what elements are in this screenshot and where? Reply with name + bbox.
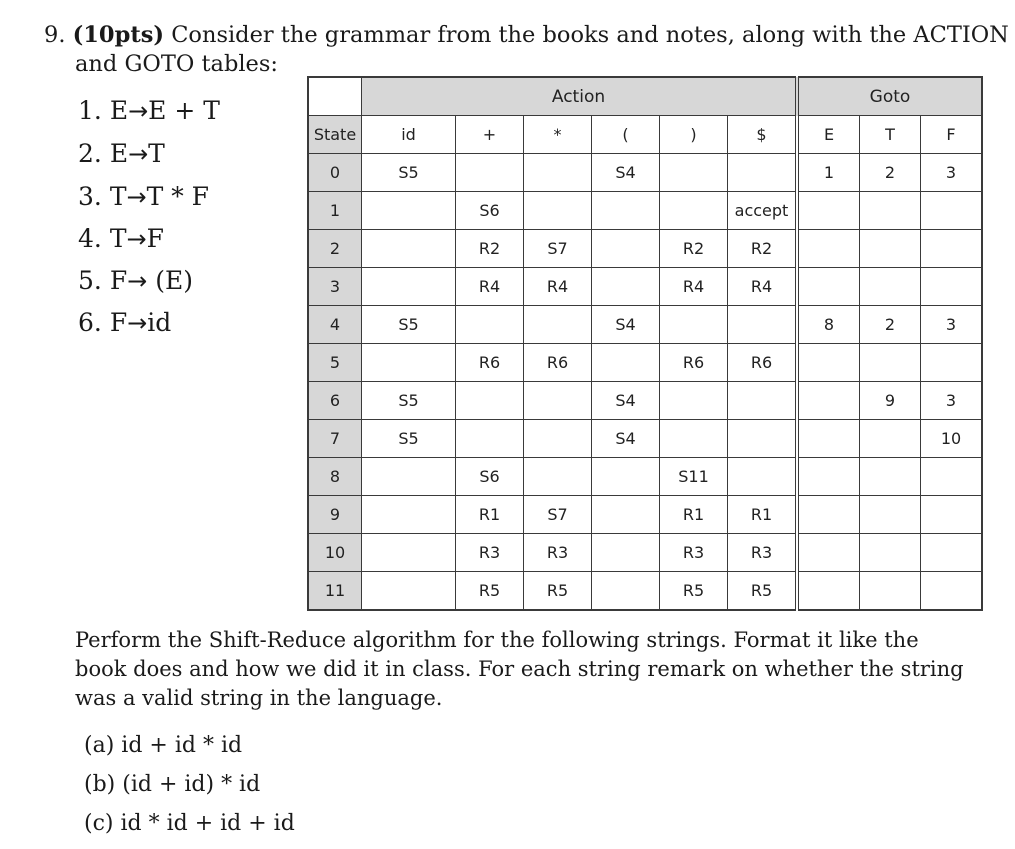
rule-rhs: id [147, 308, 172, 337]
action-cell: R1 [456, 496, 524, 534]
goto-cell [797, 420, 860, 458]
action-cell [524, 382, 592, 420]
action-cell: S4 [592, 154, 660, 192]
action-cell [660, 382, 728, 420]
table-column-header-row [308, 116, 982, 154]
action-cell: R2 [660, 230, 728, 268]
action-cell [660, 306, 728, 344]
action-cell [592, 230, 660, 268]
question-text-1: Consider the grammar from the books and notes, along with the ACTION [171, 22, 1009, 48]
action-cell: S5 [362, 382, 456, 420]
action-cell [524, 420, 592, 458]
action-cell: S4 [592, 306, 660, 344]
goto-cell: 10 [921, 420, 983, 458]
action-cell [456, 154, 524, 192]
goto-cell [797, 192, 860, 230]
grammar-rule [78, 139, 165, 168]
action-cell: R5 [524, 572, 592, 611]
action-cell [592, 268, 660, 306]
goto-cell [860, 458, 921, 496]
table-corner [308, 77, 362, 116]
action-cell [728, 420, 798, 458]
action-cell [362, 268, 456, 306]
action-cell [592, 344, 660, 382]
action-cell: R2 [456, 230, 524, 268]
goto-cell [860, 268, 921, 306]
action-cell [524, 192, 592, 230]
grammar-rule [78, 96, 220, 125]
goto-cell: 3 [921, 154, 983, 192]
goto-cell: 3 [921, 382, 983, 420]
state-cell: 4 [308, 306, 362, 344]
state-cell: 5 [308, 344, 362, 382]
question-points: (10pts) [72, 22, 165, 48]
table-row [308, 192, 982, 230]
action-goto-table [307, 76, 983, 611]
action-cell: R6 [456, 344, 524, 382]
action-cell [592, 192, 660, 230]
goto-cell [797, 458, 860, 496]
goto-cell [860, 192, 921, 230]
rule-lhs: E [109, 139, 129, 168]
table-row [308, 534, 982, 572]
action-cell [592, 496, 660, 534]
goto-column-header: E [797, 116, 860, 154]
goto-cell [921, 268, 983, 306]
action-cell [524, 306, 592, 344]
goto-cell [921, 534, 983, 572]
question-text-2: and GOTO tables: [75, 51, 278, 77]
state-cell: 8 [308, 458, 362, 496]
goto-cell: 3 [921, 306, 983, 344]
action-cell: R5 [728, 572, 798, 611]
rule-rhs: F [146, 224, 164, 253]
goto-cell [860, 230, 921, 268]
action-cell: R3 [660, 534, 728, 572]
state-cell: 7 [308, 420, 362, 458]
rule-rhs: E + T [148, 96, 220, 125]
goto-cell [921, 572, 983, 611]
grammar-rule [78, 308, 171, 337]
action-cell: R6 [524, 344, 592, 382]
state-cell: 11 [308, 572, 362, 611]
rule-rhs: T * F [146, 182, 210, 211]
state-cell: 10 [308, 534, 362, 572]
goto-cell [921, 458, 983, 496]
action-cell [728, 382, 798, 420]
action-cell: S4 [592, 382, 660, 420]
table-row [308, 572, 982, 611]
state-cell: 3 [308, 268, 362, 306]
rule-lhs: E [109, 96, 129, 125]
table-row [308, 458, 982, 496]
string-text: (id + id) * id [122, 772, 261, 797]
state-cell: 1 [308, 192, 362, 230]
input-string-item [84, 811, 295, 836]
state-cell: 6 [308, 382, 362, 420]
action-cell: accept [728, 192, 798, 230]
table-row [308, 306, 982, 344]
rule-number: 2. [78, 139, 102, 168]
action-cell: R6 [660, 344, 728, 382]
action-cell [362, 458, 456, 496]
rule-lhs: F [109, 266, 128, 295]
action-cell: R6 [728, 344, 798, 382]
table-row [308, 154, 982, 192]
action-cell: S5 [362, 420, 456, 458]
rule-lhs: T [109, 224, 127, 253]
string-label: (c) [84, 811, 114, 836]
rule-number: 3. [78, 182, 102, 211]
action-cell: R3 [728, 534, 798, 572]
action-cell: R5 [456, 572, 524, 611]
instructions-line-1: Perform the Shift-Reduce algorithm for the following strings. Format it like the [75, 628, 919, 652]
action-cell: R3 [456, 534, 524, 572]
action-cell [362, 192, 456, 230]
state-cell: 9 [308, 496, 362, 534]
goto-group-header: Goto [797, 77, 982, 116]
action-cell: S6 [456, 192, 524, 230]
derives-arrow-icon: → [128, 140, 149, 168]
goto-cell [797, 344, 860, 382]
table-row [308, 230, 982, 268]
action-cell: R1 [728, 496, 798, 534]
action-cell: R5 [660, 572, 728, 611]
goto-cell [860, 496, 921, 534]
action-column-header: * [524, 116, 592, 154]
action-column-header: ( [592, 116, 660, 154]
action-cell: R1 [660, 496, 728, 534]
string-label: (b) [84, 772, 116, 797]
action-column-header: + [456, 116, 524, 154]
action-cell [362, 534, 456, 572]
goto-cell [797, 382, 860, 420]
action-cell [592, 534, 660, 572]
grammar-rule [78, 182, 209, 211]
goto-cell: 8 [797, 306, 860, 344]
goto-column-header: F [921, 116, 983, 154]
rule-number: 6. [78, 308, 102, 337]
grammar-rule [78, 266, 193, 295]
rule-number: 1. [78, 96, 102, 125]
action-cell [456, 420, 524, 458]
action-cell: R2 [728, 230, 798, 268]
question-line-2 [75, 49, 278, 79]
action-cell: S5 [362, 154, 456, 192]
table-group-header-row [308, 77, 982, 116]
goto-cell [797, 268, 860, 306]
state-cell: 2 [308, 230, 362, 268]
goto-cell [860, 572, 921, 611]
instructions-line-3: was a valid string in the language. [75, 686, 443, 710]
action-cell: R4 [456, 268, 524, 306]
action-cell [660, 154, 728, 192]
action-cell: S5 [362, 306, 456, 344]
state-cell: 0 [308, 154, 362, 192]
goto-cell [921, 496, 983, 534]
action-cell: R3 [524, 534, 592, 572]
action-cell [362, 572, 456, 611]
goto-cell [860, 420, 921, 458]
action-cell: S7 [524, 496, 592, 534]
input-string-item [84, 733, 242, 758]
goto-cell [797, 230, 860, 268]
table-row [308, 496, 982, 534]
goto-cell [797, 534, 860, 572]
action-group-header: Action [362, 77, 798, 116]
string-label: (a) [84, 733, 115, 758]
goto-cell [797, 496, 860, 534]
action-cell: S7 [524, 230, 592, 268]
action-cell [456, 382, 524, 420]
rule-number: 4. [78, 224, 102, 253]
goto-cell [921, 192, 983, 230]
derives-arrow-icon: → [126, 225, 147, 253]
action-cell [524, 458, 592, 496]
rule-lhs: T [109, 182, 127, 211]
action-cell [592, 458, 660, 496]
table-row [308, 268, 982, 306]
goto-cell: 1 [797, 154, 860, 192]
string-text: id * id + id + id [120, 811, 295, 836]
input-string-item [84, 772, 260, 797]
action-cell: S4 [592, 420, 660, 458]
action-cell: R4 [728, 268, 798, 306]
action-cell: S11 [660, 458, 728, 496]
action-cell [592, 572, 660, 611]
rule-lhs: F [109, 308, 128, 337]
action-cell [728, 458, 798, 496]
action-cell [524, 154, 592, 192]
instructions-line-2: book does and how we did it in class. For each string remark on whether the string [75, 657, 964, 681]
action-column-header: id [362, 116, 456, 154]
action-cell [728, 154, 798, 192]
goto-cell [797, 572, 860, 611]
derives-arrow-icon: → [127, 267, 148, 295]
action-column-header: $ [728, 116, 798, 154]
derives-arrow-icon: → [126, 183, 147, 211]
action-cell: R4 [660, 268, 728, 306]
action-cell [362, 344, 456, 382]
string-text: id + id * id [121, 733, 243, 758]
goto-cell: 2 [860, 306, 921, 344]
rule-rhs: T [148, 139, 165, 168]
table-row [308, 420, 982, 458]
grammar-rule [78, 224, 164, 253]
action-cell [362, 230, 456, 268]
goto-cell [921, 344, 983, 382]
action-cell [728, 306, 798, 344]
goto-cell [860, 344, 921, 382]
rule-number: 5. [78, 266, 102, 295]
rule-rhs: (E) [147, 266, 193, 295]
action-cell: S6 [456, 458, 524, 496]
goto-cell [921, 230, 983, 268]
state-column-header: State [308, 116, 362, 154]
action-cell [362, 496, 456, 534]
question-line-1 [44, 20, 1009, 50]
action-cell [660, 192, 728, 230]
action-cell [456, 306, 524, 344]
derives-arrow-icon: → [128, 97, 149, 125]
table-row [308, 344, 982, 382]
goto-cell: 2 [860, 154, 921, 192]
action-column-header: ) [660, 116, 728, 154]
question-number: 9. [44, 22, 66, 48]
derives-arrow-icon: → [127, 309, 148, 337]
goto-cell: 9 [860, 382, 921, 420]
goto-cell [860, 534, 921, 572]
table-row [308, 382, 982, 420]
action-cell: R4 [524, 268, 592, 306]
goto-column-header: T [860, 116, 921, 154]
action-cell [660, 420, 728, 458]
